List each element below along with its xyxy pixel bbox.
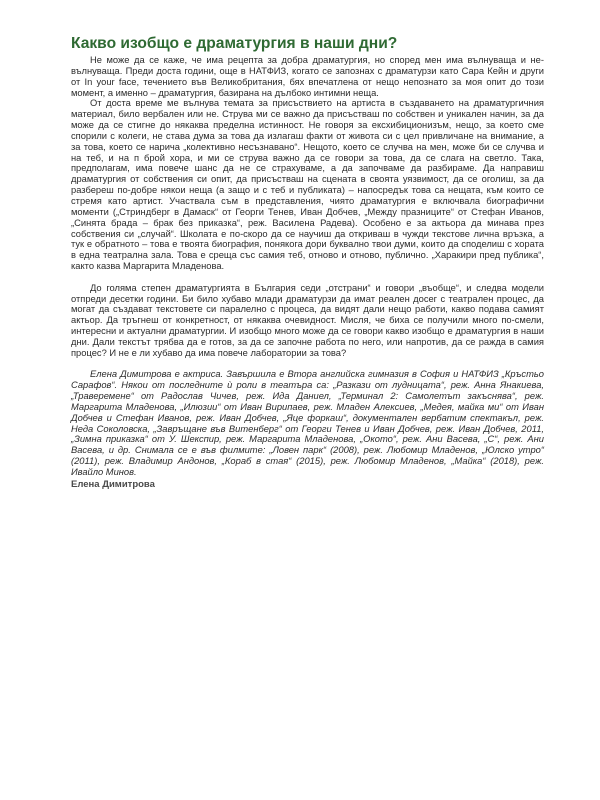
article-body [71, 55, 544, 478]
paragraph-presence: От доста време ме вълнува темата за присъствието на артиста в създаването на драматургичния материал, било вербален или не. Струва ми се важно да присъстваш по собствен и уникален начин, за да може да се стигне до някаква пределна истинност. Не говоря за ексхибиционизъм, нещо, за което сме спорили с колеги, не става дума за това да излагаш факти от живота си с цел привличане на внимание, а за това, което се нарича „колективно несъзнавано“. Нещото, което се случва на мен, може би се случва и на теб, и на п брой хора, и ми се струва важно да се говори за това, да се слага на светло. Така, предполагам, има повече шанс да не се страхуваме, а да започваме да разбираме. Да направиш драматургия от собствения си опит, да присъстваш на сцената в своята уязвимост, да се оголиш, за да разбереш по-добре някои неща (а защо и с теб и публиката) – напосредък това са нещата, към които се стремя като артист. Участвала съм в представления, чиято драматургия е включвала биографични моменти („Стриндберг в Дамаск“ от Георги Тенев, Иван Добчев, „Между празниците“ от Стефан Иванов, „Синята брада – брак без приказка“, реж. Василена Радева). Особено е за актьора да минава през собствения си „случай“. Школата е по-скоро да се научиш да откриваш в чужди текстове лична връзка, а тук е обратното – това е твоята биография, понякога дори буквално твои думи, които да споделиш с хората в една театрална зала. Това е среща със самия теб, отново и отново, публично. „Харакири пред публика“, както казва Маргарита Младенова. [71, 98, 544, 272]
author-signature: Елена Димитрова [71, 479, 155, 490]
paragraph-intro: Не може да се каже, че има рецепта за добра драматургия, но според мен има вълнуваща и не-вълнуваща. Преди доста години, още в НАТФИЗ, когато се запознах с драматурзи като Сара Кейн и други от In your face, течението във Великобритания, бях впечатлена от нещо непознато за моя опит до този момент, а именно – драматургия, базирана на дълбоко интимни неща. [71, 55, 544, 98]
author-bio: Елена Димитрова е актриса. Завършила е Втора английска гимназия в София и НАТФИЗ „Кръстьо Сарафов“. Някои от последните ѝ роли в театъра са: „Разкази от лудницата“, реж. Анна Янакиева, „Траверемене“ от Радослав Чичев, реж. Ида Даниел, „Терминал 2: Самолетът закъснява“, реж. Маргарита Младенова, „Илюзии“ от Иван Вирипаев, реж. Младен Алексиев, „Медея, майка ми“ от Иван Добчев и Стефан Иванов, реж. Иван Добчев, „Яце форкаш“, документален вербатим спектакъл, реж. Неда Соколовска, „Завръщане във Витенберг“ от Георги Тенев и Иван Добчев, реж. Иван Добчев, 2011, „Зимна приказка“ от У. Шекспир, реж. Маргарита Младенова, „Окото“, реж. Ани Васева, „С“, реж. Ани Васева, и др. Снимала се е във филмите: „Ловен парк“ (2008), реж. Любомир Младенов, „Юлско утро“ (2011), реж. Владимир Андонов, „Кораб в стая“ (2015), реж. Любомир Младенов, „Майка“ (2018), реж. Ивайло Минов. [71, 369, 544, 477]
article-title: Какво изобщо е драматургия в наши дни? [71, 35, 398, 52]
paragraph-bulgaria: До голяма степен драматургията в България седи „отстрани“ и говори „въобще“, и следва модели отпреди десетки години. Би било хубаво млади драматурзи да имат реален досег с театрален процес, да могат да създават текстовете си паралелно с процеса, да видят дали нещо работи, какво подава самият актьор. Да тръгнеш от конкретност, от някаква очевидност. Мисля, че биха се получили много по-смели, интересни и актуални драматургии. И изобщо много може да се говори какво изобщо е драматургия в наши дни. Дали текстът трябва да е готов, за да се започне работа по него, или напротив, да се ражда в самия процес? И не е ли хубаво да има повече лаборатории за това? [71, 282, 544, 358]
